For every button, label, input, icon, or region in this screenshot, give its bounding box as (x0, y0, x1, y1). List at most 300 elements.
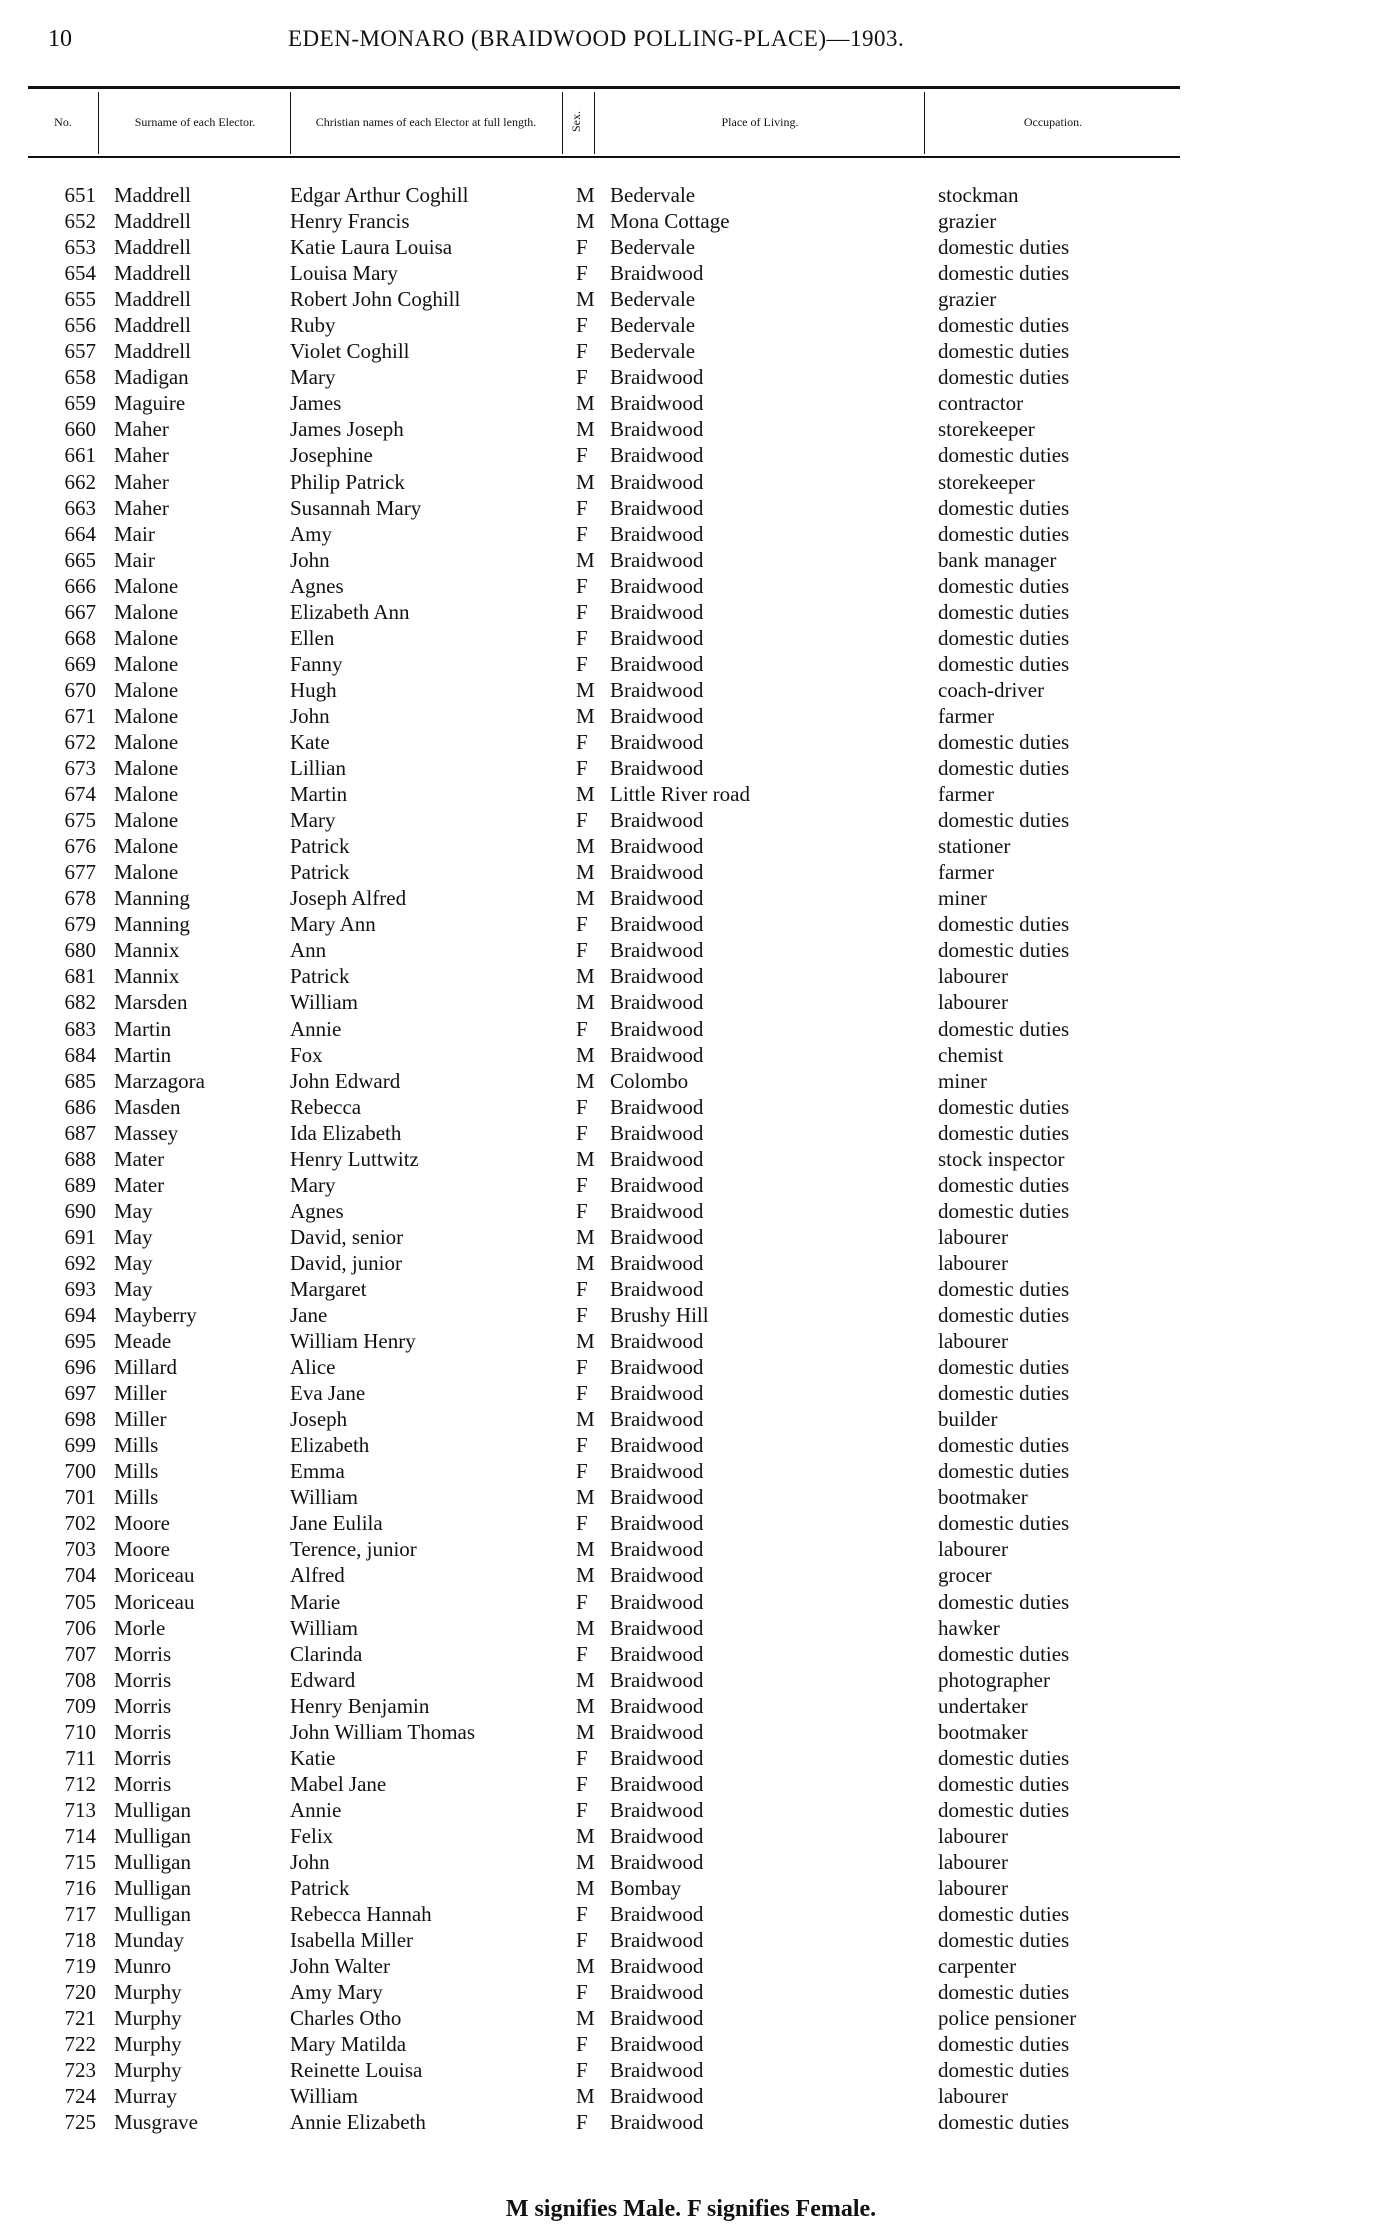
table-row (0, 1406, 1382, 1432)
cell-place: Braidwood (610, 469, 704, 494)
table-row (0, 1589, 1382, 1615)
cell-surname: Musgrave (114, 2110, 198, 2135)
cell-occupation: storekeeper (938, 417, 1035, 442)
cell-occupation: farmer (938, 703, 994, 728)
cell-christian: Lillian (290, 756, 346, 781)
cell-place: Braidwood (610, 1511, 704, 1536)
cell-no: 681 (64, 964, 96, 989)
cell-place: Braidwood (610, 1198, 704, 1223)
cell-occupation: domestic duties (938, 313, 1070, 338)
cell-christian: Henry Benjamin (290, 1693, 430, 1718)
cell-no: 660 (64, 417, 96, 442)
cell-place: Braidwood (610, 1329, 704, 1354)
cell-place: Braidwood (610, 1980, 704, 2005)
cell-christian: Rebecca Hannah (290, 1902, 432, 1927)
cell-christian: Isabella Miller (290, 1928, 414, 1953)
cell-no: 664 (64, 521, 96, 546)
cell-christian: Ellen (290, 625, 335, 650)
cell-sex: F (576, 573, 588, 598)
cell-no: 706 (64, 1615, 96, 1640)
col-header-surname: Surname of each Elector. (134, 115, 256, 129)
cell-christian: Ruby (290, 313, 336, 338)
cell-place: Braidwood (610, 1381, 704, 1406)
cell-occupation: labourer (938, 1537, 1008, 1562)
cell-occupation: domestic duties (938, 261, 1070, 286)
cell-place: Braidwood (610, 443, 704, 468)
cell-occupation: labourer (938, 1850, 1008, 1874)
table-row (0, 729, 1382, 755)
cell-christian: John Edward (290, 1068, 401, 1093)
cell-place: Bedervale (610, 235, 696, 260)
cell-occupation: chemist (938, 1042, 1004, 1067)
cell-sex: F (576, 1589, 588, 1614)
cell-sex: F (576, 1459, 588, 1484)
cell-no: 722 (64, 2032, 96, 2057)
cell-christian: Ida Elizabeth (290, 1120, 402, 1145)
cell-place: Braidwood (610, 964, 704, 989)
table-row (0, 312, 1382, 338)
cell-sex: M (576, 677, 595, 702)
cell-surname: Malone (114, 834, 179, 859)
cell-sex: M (576, 1693, 595, 1718)
cell-christian: James (290, 391, 342, 416)
cell-surname: Moriceau (114, 1563, 195, 1588)
cell-sex: F (576, 651, 588, 676)
cell-surname: Mulligan (114, 1850, 191, 1874)
cell-sex: F (576, 729, 588, 754)
cell-surname: Mulligan (114, 1876, 191, 1901)
cell-sex: M (576, 990, 595, 1015)
table-row (0, 1146, 1382, 1172)
cell-christian: Mary Matilda (290, 2032, 407, 2057)
cell-occupation: domestic duties (938, 729, 1070, 754)
cell-christian: Amy (290, 521, 332, 546)
cell-sex: F (576, 235, 588, 260)
cell-place: Bedervale (610, 287, 696, 312)
cell-occupation: hawker (938, 1615, 1000, 1640)
elector-list (0, 182, 1382, 2136)
cell-surname: Maher (114, 417, 169, 442)
cell-christian: Katie (290, 1745, 336, 1770)
cell-no: 723 (64, 2058, 96, 2083)
cell-no: 709 (64, 1693, 96, 1718)
cell-sex: F (576, 443, 588, 468)
cell-no: 677 (64, 860, 96, 885)
cell-christian: Josephine (290, 443, 373, 468)
cell-no: 720 (64, 1980, 96, 2005)
table-row (0, 859, 1382, 885)
cell-christian: Felix (290, 1823, 334, 1848)
cell-place: Braidwood (610, 651, 704, 676)
cell-surname: Malone (114, 651, 179, 676)
cell-christian: Eva Jane (290, 1381, 366, 1406)
cell-no: 686 (64, 1094, 96, 1119)
cell-surname: Moore (114, 1537, 170, 1562)
cell-occupation: farmer (938, 782, 994, 807)
col-divider (98, 92, 99, 154)
cell-no: 718 (64, 1928, 96, 1953)
table-row (0, 1771, 1382, 1797)
cell-place: Braidwood (610, 1407, 704, 1432)
cell-christian: Katie Laura Louisa (290, 235, 453, 260)
cell-occupation: contractor (938, 391, 1024, 416)
table-row (0, 364, 1382, 390)
cell-occupation: domestic duties (938, 1980, 1070, 2005)
cell-occupation: domestic duties (938, 1511, 1070, 1536)
table-row (0, 495, 1382, 521)
cell-no: 697 (64, 1381, 96, 1406)
cell-occupation: farmer (938, 860, 994, 885)
cell-christian: Robert John Coghill (290, 287, 461, 312)
cell-sex: F (576, 1928, 588, 1953)
cell-sex: F (576, 261, 588, 286)
cell-occupation: bank manager (938, 547, 1057, 572)
cell-surname: Mair (114, 521, 155, 546)
cell-occupation: labourer (938, 1329, 1008, 1354)
table-row (0, 1745, 1382, 1771)
cell-no: 694 (64, 1303, 96, 1328)
cell-sex: F (576, 1355, 588, 1380)
cell-occupation: labourer (938, 2084, 1008, 2109)
cell-place: Braidwood (610, 1589, 704, 1614)
cell-no: 652 (64, 209, 96, 234)
cell-surname: Moore (114, 1511, 170, 1536)
cell-surname: Maddrell (114, 183, 191, 207)
cell-surname: Martin (114, 1016, 172, 1041)
table-row (0, 1615, 1382, 1641)
cell-place: Bedervale (610, 183, 696, 207)
cell-place: Braidwood (610, 495, 704, 520)
cell-no: 671 (64, 703, 96, 728)
cell-no: 708 (64, 1667, 96, 1692)
cell-no: 683 (64, 1016, 96, 1041)
cell-occupation: miner (938, 1068, 987, 1093)
cell-surname: Meade (114, 1329, 172, 1354)
cell-christian: Joseph (290, 1407, 348, 1432)
cell-sex: F (576, 1381, 588, 1406)
cell-surname: Mannix (114, 964, 180, 989)
cell-sex: F (576, 1980, 588, 2005)
cell-christian: Terence, junior (290, 1537, 417, 1562)
cell-surname: Murphy (114, 2006, 182, 2031)
cell-surname: Maddrell (114, 261, 191, 286)
col-divider (290, 92, 291, 154)
col-divider (562, 92, 563, 154)
cell-christian: Clarinda (290, 1641, 363, 1666)
cell-no: 696 (64, 1355, 96, 1380)
cell-sex: M (576, 287, 595, 312)
table-row (0, 521, 1382, 547)
cell-surname: May (114, 1224, 153, 1249)
cell-place: Braidwood (610, 808, 704, 833)
cell-no: 693 (64, 1276, 96, 1301)
cell-surname: Malone (114, 573, 179, 598)
cell-no: 682 (64, 990, 96, 1015)
cell-occupation: domestic duties (938, 235, 1070, 260)
cell-place: Braidwood (610, 547, 704, 572)
cell-sex: M (576, 886, 595, 911)
cell-no: 675 (64, 808, 96, 833)
cell-place: Braidwood (610, 1433, 704, 1458)
col-header-sex: Sex. (569, 111, 583, 132)
cell-sex: F (576, 1120, 588, 1145)
cell-occupation: domestic duties (938, 1433, 1070, 1458)
cell-christian: David, junior (290, 1250, 402, 1275)
cell-occupation: domestic duties (938, 599, 1070, 624)
table-row (0, 1302, 1382, 1328)
cell-christian: Mary (290, 808, 336, 833)
cell-occupation: domestic duties (938, 1459, 1070, 1484)
cell-christian: Agnes (290, 573, 344, 598)
cell-no: 661 (64, 443, 96, 468)
cell-place: Braidwood (610, 261, 704, 286)
cell-sex: M (576, 1667, 595, 1692)
cell-christian: Agnes (290, 1198, 344, 1223)
cell-place: Brushy Hill (610, 1303, 709, 1328)
table-row (0, 1328, 1382, 1354)
table-row (0, 755, 1382, 781)
cell-christian: Louisa Mary (290, 261, 398, 286)
cell-surname: Madigan (114, 365, 189, 390)
cell-surname: Munday (114, 1928, 184, 1953)
cell-place: Braidwood (610, 729, 704, 754)
cell-place: Braidwood (610, 1850, 704, 1874)
cell-no: 657 (64, 339, 96, 364)
table-row (0, 442, 1382, 468)
cell-no: 713 (64, 1797, 96, 1822)
cell-occupation: photographer (938, 1667, 1050, 1692)
cell-place: Braidwood (610, 1667, 704, 1692)
cell-surname: Martin (114, 1042, 172, 1067)
cell-occupation: domestic duties (938, 1641, 1070, 1666)
sex-legend: M signifies Male. F signifies Female. (505, 2196, 877, 2222)
cell-christian: Elizabeth (290, 1433, 370, 1458)
cell-sex: F (576, 313, 588, 338)
cell-no: 678 (64, 886, 96, 911)
cell-no: 698 (64, 1407, 96, 1432)
cell-no: 702 (64, 1511, 96, 1536)
table-row (0, 2083, 1382, 2109)
table-row (0, 781, 1382, 807)
cell-christian: Mary Ann (290, 912, 376, 937)
cell-surname: Mulligan (114, 1797, 191, 1822)
cell-no: 721 (64, 2006, 96, 2031)
cell-no: 725 (64, 2110, 96, 2135)
cell-christian: David, senior (290, 1224, 404, 1249)
table-row (0, 1224, 1382, 1250)
table-row (0, 1875, 1382, 1901)
page-title: EDEN-MONARO (BRAIDWOOD POLLING-PLACE)—1903. (288, 26, 905, 51)
cell-surname: Mayberry (114, 1303, 197, 1328)
table-row (0, 1094, 1382, 1120)
cell-occupation: domestic duties (938, 1303, 1070, 1328)
cell-sex: M (576, 1823, 595, 1848)
cell-surname: Malone (114, 860, 179, 885)
cell-sex: M (576, 1850, 595, 1874)
cell-no: 724 (64, 2084, 96, 2109)
cell-sex: M (576, 1485, 595, 1510)
table-row (0, 1380, 1382, 1406)
cell-christian: Philip Patrick (290, 469, 405, 494)
cell-place: Braidwood (610, 1797, 704, 1822)
cell-surname: Malone (114, 729, 179, 754)
cell-occupation: domestic duties (938, 1745, 1070, 1770)
cell-sex: F (576, 2058, 588, 2083)
table-row (0, 1172, 1382, 1198)
cell-occupation: labourer (938, 1224, 1008, 1249)
table-row (0, 260, 1382, 286)
table-row (0, 1979, 1382, 2005)
cell-christian: Alfred (290, 1563, 345, 1588)
cell-no: 700 (64, 1459, 96, 1484)
cell-sex: F (576, 1016, 588, 1041)
cell-place: Bedervale (610, 313, 696, 338)
cell-surname: Maher (114, 443, 169, 468)
cell-occupation: labourer (938, 1876, 1008, 1901)
header-bottom-rule (28, 156, 1180, 158)
col-header-place: Place of Living. (721, 115, 799, 129)
cell-occupation: domestic duties (938, 651, 1070, 676)
cell-occupation: domestic duties (938, 912, 1070, 937)
cell-surname: Maddrell (114, 235, 191, 260)
cell-christian: William (290, 1485, 358, 1510)
cell-occupation: labourer (938, 964, 1008, 989)
cell-surname: Manning (114, 912, 190, 937)
col-header-no: No. (54, 115, 72, 129)
cell-sex: M (576, 1042, 595, 1067)
cell-surname: Murphy (114, 2058, 182, 2083)
cell-place: Braidwood (610, 1250, 704, 1275)
cell-place: Braidwood (610, 2032, 704, 2057)
cell-place: Braidwood (610, 2006, 704, 2031)
cell-no: 670 (64, 677, 96, 702)
cell-occupation: domestic duties (938, 339, 1070, 364)
cell-christian: Mary (290, 1172, 336, 1197)
cell-surname: Mills (114, 1459, 159, 1484)
cell-sex: M (576, 1224, 595, 1249)
table-row (0, 911, 1382, 937)
table-row (0, 469, 1382, 495)
cell-place: Braidwood (610, 1146, 704, 1171)
table-row (0, 390, 1382, 416)
cell-sex: F (576, 1641, 588, 1666)
cell-sex: F (576, 625, 588, 650)
cell-place: Braidwood (610, 1016, 704, 1041)
cell-sex: F (576, 1771, 588, 1796)
cell-christian: James Joseph (290, 417, 404, 442)
cell-no: 711 (65, 1745, 96, 1770)
table-row (0, 1484, 1382, 1510)
cell-sex: F (576, 1511, 588, 1536)
cell-place: Braidwood (610, 912, 704, 937)
cell-christian: Edward (290, 1667, 356, 1692)
table-row (0, 1276, 1382, 1302)
cell-sex: M (576, 1719, 595, 1744)
cell-christian: Jane (290, 1303, 328, 1328)
cell-christian: William (290, 990, 358, 1015)
cell-sex: F (576, 1276, 588, 1301)
table-row (0, 1510, 1382, 1536)
cell-sex: F (576, 1797, 588, 1822)
cell-sex: F (576, 1433, 588, 1458)
cell-sex: M (576, 417, 595, 442)
cell-place: Braidwood (610, 703, 704, 728)
cell-christian: John William Thomas (290, 1719, 476, 1744)
cell-surname: Murphy (114, 2032, 182, 2057)
cell-occupation: domestic duties (938, 938, 1070, 963)
cell-sex: F (576, 1198, 588, 1223)
cell-surname: Morris (114, 1719, 172, 1744)
cell-sex: M (576, 834, 595, 859)
cell-christian: John Walter (290, 1954, 390, 1979)
cell-place: Braidwood (610, 1042, 704, 1067)
cell-occupation: police pensioner (938, 2006, 1077, 2031)
cell-place: Braidwood (610, 521, 704, 546)
cell-no: 662 (64, 469, 96, 494)
cell-surname: Morris (114, 1693, 172, 1718)
table-row (0, 1198, 1382, 1224)
cell-surname: Masden (114, 1094, 181, 1119)
cell-sex: F (576, 808, 588, 833)
cell-occupation: carpenter (938, 1954, 1017, 1979)
cell-christian: Reinette Louisa (290, 2058, 423, 2083)
cell-sex: F (576, 521, 588, 546)
cell-place: Braidwood (610, 1641, 704, 1666)
cell-surname: Malone (114, 808, 179, 833)
cell-occupation: domestic duties (938, 521, 1070, 546)
cell-occupation: grazier (938, 209, 997, 234)
cell-sex: M (576, 1563, 595, 1588)
cell-sex: F (576, 2032, 588, 2057)
table-row (0, 1016, 1382, 1042)
cell-place: Braidwood (610, 1459, 704, 1484)
cell-occupation: grocer (938, 1563, 992, 1588)
table-row (0, 1432, 1382, 1458)
cell-place: Braidwood (610, 2058, 704, 2083)
cell-place: Braidwood (610, 625, 704, 650)
cell-place: Braidwood (610, 599, 704, 624)
cell-christian: Rebecca (290, 1094, 362, 1119)
cell-surname: Morris (114, 1771, 172, 1796)
cell-no: 673 (64, 756, 96, 781)
cell-no: 695 (64, 1329, 96, 1354)
table-row (0, 182, 1382, 208)
cell-sex: M (576, 1954, 595, 1979)
cell-surname: Maddrell (114, 287, 191, 312)
cell-place: Braidwood (610, 1094, 704, 1119)
cell-surname: Mair (114, 547, 155, 572)
cell-sex: F (576, 339, 588, 364)
cell-christian: John (290, 547, 330, 572)
cell-occupation: domestic duties (938, 1589, 1070, 1614)
cell-occupation: domestic duties (938, 2110, 1070, 2135)
cell-no: 699 (64, 1433, 96, 1458)
cell-no: 667 (64, 599, 96, 624)
cell-sex: M (576, 1146, 595, 1171)
cell-sex: F (576, 365, 588, 390)
cell-no: 684 (64, 1042, 96, 1067)
table-row (0, 1901, 1382, 1927)
cell-surname: Manning (114, 886, 190, 911)
cell-no: 692 (64, 1250, 96, 1275)
cell-surname: Morris (114, 1745, 172, 1770)
col-divider (594, 92, 595, 154)
cell-sex: M (576, 2006, 595, 2031)
table-row (0, 416, 1382, 442)
cell-place: Braidwood (610, 2110, 704, 2135)
cell-place: Little River road (610, 782, 750, 807)
table-row (0, 1641, 1382, 1667)
